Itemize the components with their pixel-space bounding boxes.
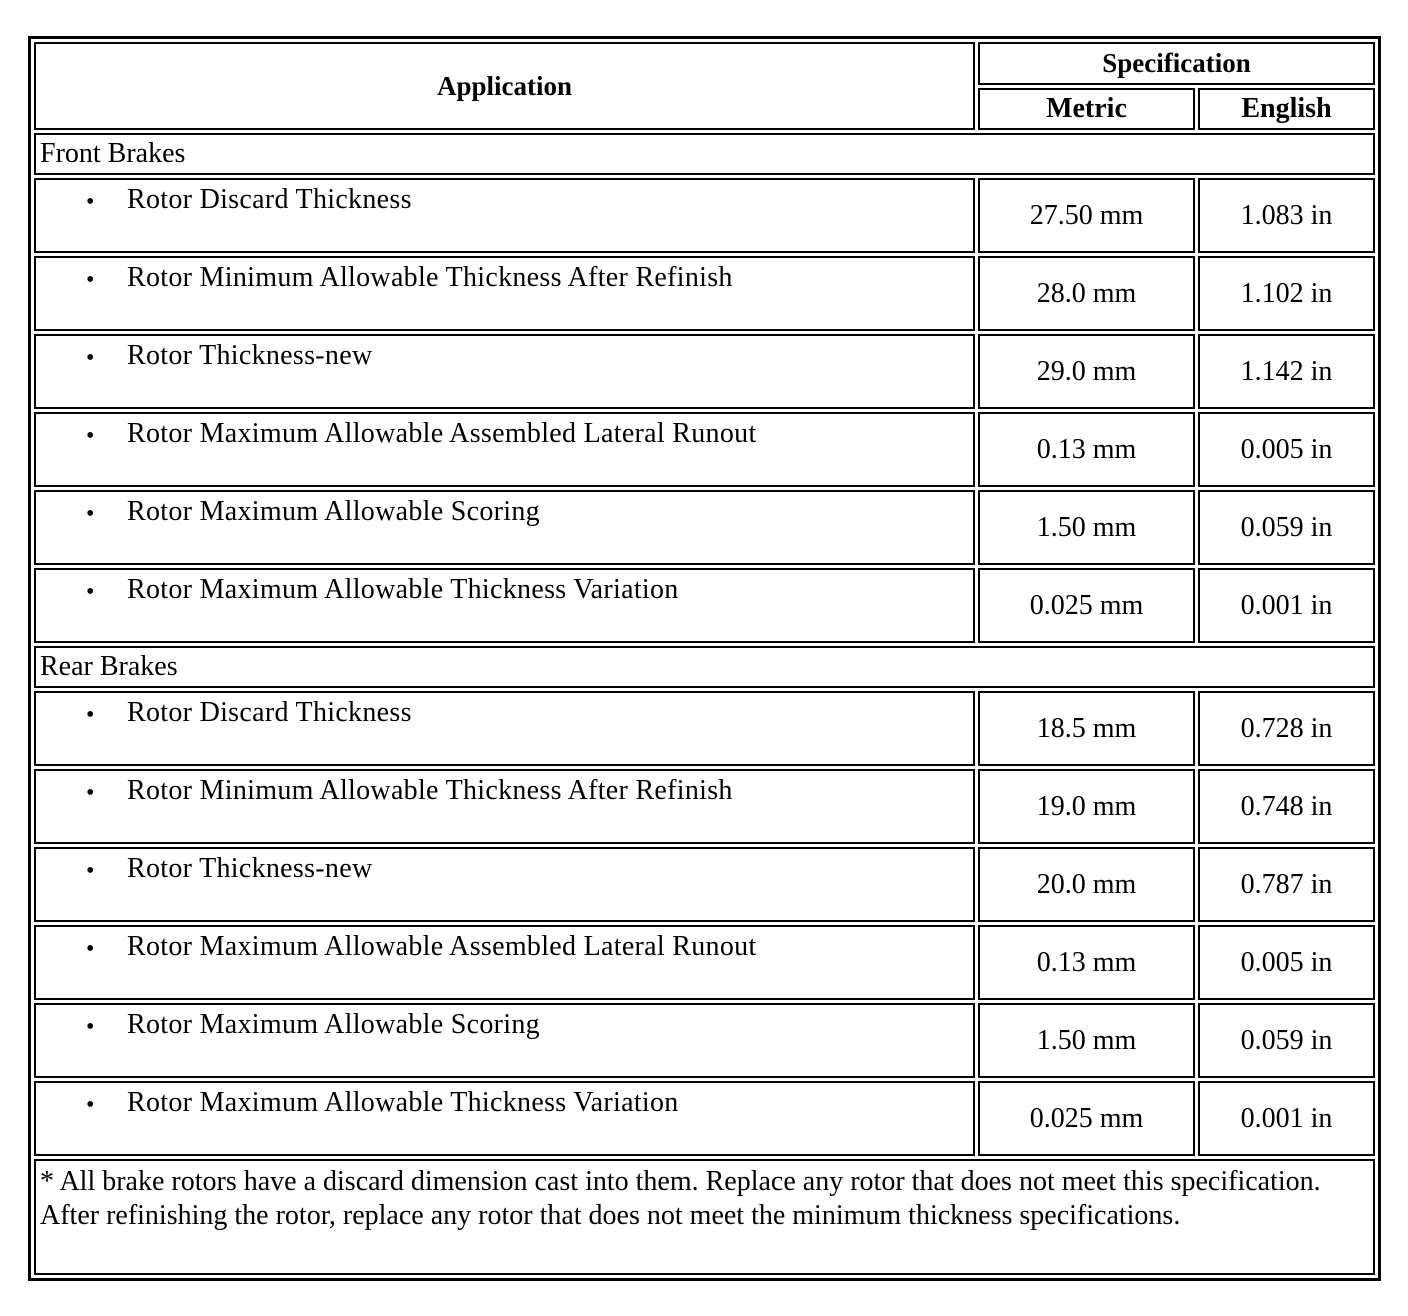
english-value: 0.001 in — [1198, 568, 1375, 643]
bullet-icon: • — [86, 579, 95, 605]
table-row — [34, 412, 1375, 487]
application-cell — [34, 568, 975, 643]
rotor-specification-table — [28, 36, 1381, 1281]
application-cell — [34, 1081, 975, 1156]
metric-value: 1.50 mm — [978, 490, 1195, 565]
bullet-icon: • — [86, 1014, 95, 1040]
table-row — [34, 1003, 1375, 1078]
application-header: Application — [34, 42, 975, 130]
english-value: 0.787 in — [1198, 847, 1375, 922]
bullet-icon: • — [86, 1092, 95, 1118]
english-value: 0.059 in — [1198, 490, 1375, 565]
application-cell — [34, 925, 975, 1000]
item-label: Rotor Maximum Allowable Scoring — [127, 496, 540, 527]
english-value: 1.102 in — [1198, 256, 1375, 331]
english-header: English — [1198, 88, 1375, 131]
application-cell — [34, 847, 975, 922]
application-cell — [34, 769, 975, 844]
item-label: Rotor Minimum Allowable Thickness After Refinish — [127, 262, 733, 293]
bullet-icon: • — [86, 858, 95, 884]
application-cell — [34, 490, 975, 565]
table-body — [34, 133, 1375, 1156]
metric-value: 0.025 mm — [978, 1081, 1195, 1156]
item-label: Rotor Maximum Allowable Assembled Lateral Runout — [127, 931, 757, 962]
table-row — [34, 490, 1375, 565]
item-label: Rotor Maximum Allowable Thickness Variation — [127, 1087, 679, 1118]
application-cell — [34, 412, 975, 487]
item-label: Rotor Discard Thickness — [127, 697, 412, 728]
table-row — [34, 334, 1375, 409]
english-value: 0.001 in — [1198, 1081, 1375, 1156]
specification-header: Specification — [978, 42, 1375, 85]
application-cell — [34, 334, 975, 409]
bullet-icon: • — [86, 267, 95, 293]
metric-value: 0.13 mm — [978, 925, 1195, 1000]
section-title: Rear Brakes — [34, 646, 1375, 688]
bullet-icon: • — [86, 780, 95, 806]
metric-value: 27.50 mm — [978, 178, 1195, 253]
application-cell — [34, 1003, 975, 1078]
item-label: Rotor Thickness-new — [127, 340, 373, 371]
table-row — [34, 769, 1375, 844]
application-cell — [34, 256, 975, 331]
metric-value: 28.0 mm — [978, 256, 1195, 331]
item-label: Rotor Maximum Allowable Assembled Lateral Runout — [127, 418, 757, 449]
item-label: Rotor Minimum Allowable Thickness After Refinish — [127, 775, 733, 806]
table-row — [34, 847, 1375, 922]
item-label: Rotor Thickness-new — [127, 853, 373, 884]
english-value: 1.083 in — [1198, 178, 1375, 253]
metric-value: 20.0 mm — [978, 847, 1195, 922]
english-value: 0.005 in — [1198, 925, 1375, 1000]
footnote: * All brake rotors have a discard dimension cast into them. Replace any rotor that does not meet this specification. After refinishing the rotor, replace any rotor that does not meet the minimum thickness specifications. — [34, 1159, 1375, 1275]
table-row — [34, 568, 1375, 643]
section-title: Front Brakes — [34, 133, 1375, 175]
table-row — [34, 178, 1375, 253]
table-row — [34, 691, 1375, 766]
metric-value: 18.5 mm — [978, 691, 1195, 766]
section-row — [34, 646, 1375, 688]
application-cell — [34, 178, 975, 253]
metric-value: 1.50 mm — [978, 1003, 1195, 1078]
item-label: Rotor Maximum Allowable Scoring — [127, 1009, 540, 1040]
bullet-icon: • — [86, 345, 95, 371]
metric-value: 19.0 mm — [978, 769, 1195, 844]
bullet-icon: • — [86, 702, 95, 728]
english-value: 1.142 in — [1198, 334, 1375, 409]
item-label: Rotor Maximum Allowable Thickness Variation — [127, 574, 679, 605]
table-row — [34, 1081, 1375, 1156]
metric-value: 0.025 mm — [978, 568, 1195, 643]
english-value: 0.059 in — [1198, 1003, 1375, 1078]
bullet-icon: • — [86, 501, 95, 527]
section-row — [34, 133, 1375, 175]
table-row — [34, 256, 1375, 331]
metric-value: 29.0 mm — [978, 334, 1195, 409]
bullet-icon: • — [86, 189, 95, 215]
metric-value: 0.13 mm — [978, 412, 1195, 487]
english-value: 0.728 in — [1198, 691, 1375, 766]
application-cell — [34, 691, 975, 766]
english-value: 0.005 in — [1198, 412, 1375, 487]
table-row — [34, 925, 1375, 1000]
english-value: 0.748 in — [1198, 769, 1375, 844]
bullet-icon: • — [86, 936, 95, 962]
bullet-icon: • — [86, 423, 95, 449]
item-label: Rotor Discard Thickness — [127, 184, 412, 215]
metric-header: Metric — [978, 88, 1195, 131]
